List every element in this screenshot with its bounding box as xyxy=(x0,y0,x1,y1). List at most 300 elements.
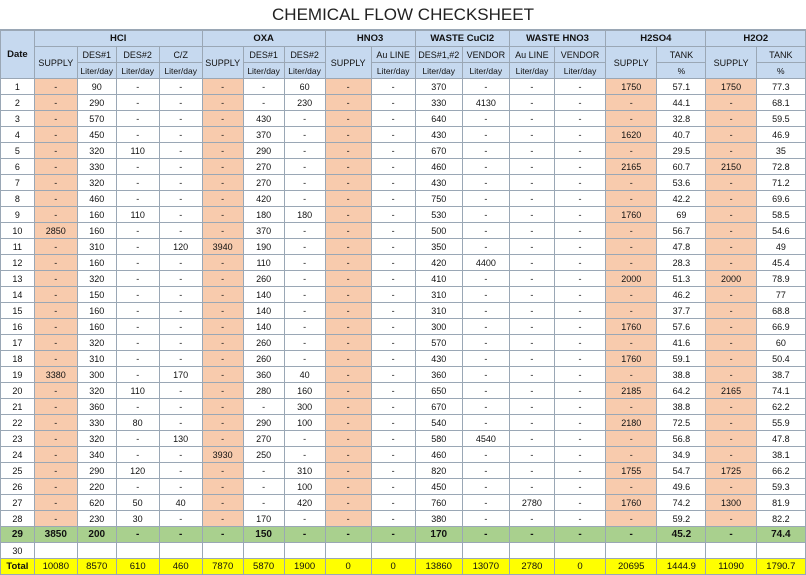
table-cell: - xyxy=(34,239,77,255)
table-cell: - xyxy=(462,303,509,319)
subheader-cell: DES#2 xyxy=(116,47,159,63)
table-cell: - xyxy=(509,159,554,175)
table-cell: - xyxy=(34,479,77,495)
table-cell: - xyxy=(462,479,509,495)
table-cell: 60 xyxy=(756,335,805,351)
table-cell: - xyxy=(606,303,657,319)
table-cell: - xyxy=(116,191,159,207)
sheet-title: CHEMICAL FLOW CHECKSHEET xyxy=(0,0,806,30)
table-cell: 8570 xyxy=(77,559,116,575)
table-cell: 5870 xyxy=(243,559,284,575)
table-cell: - xyxy=(116,335,159,351)
table-cell: - xyxy=(371,319,415,335)
table-cell: 310 xyxy=(415,287,462,303)
table-cell: 310 xyxy=(415,303,462,319)
table-cell: 68.8 xyxy=(756,303,805,319)
table-cell: - xyxy=(462,335,509,351)
table-cell: - xyxy=(34,95,77,111)
date-header: Date xyxy=(1,31,35,79)
date-cell: 18 xyxy=(1,351,35,367)
table-cell xyxy=(202,543,243,559)
group-header-hno3: HNO3 xyxy=(325,31,415,47)
table-cell: 41.6 xyxy=(657,335,706,351)
table-cell: 140 xyxy=(243,319,284,335)
table-cell: 80 xyxy=(116,415,159,431)
table-row xyxy=(1,159,806,175)
table-cell: 330 xyxy=(415,95,462,111)
table-cell xyxy=(554,543,605,559)
table-cell: 4540 xyxy=(462,431,509,447)
date-cell: 29 xyxy=(1,527,35,543)
table-cell: - xyxy=(116,79,159,95)
table-cell: - xyxy=(325,143,371,159)
table-cell: 430 xyxy=(415,351,462,367)
table-cell: - xyxy=(554,95,605,111)
table-cell: - xyxy=(159,447,202,463)
unit-cell: Liter/day xyxy=(462,63,509,79)
table-cell xyxy=(606,543,657,559)
table-cell: - xyxy=(159,399,202,415)
table-cell: 300 xyxy=(415,319,462,335)
table-cell: 610 xyxy=(116,559,159,575)
table-row xyxy=(1,207,806,223)
table-cell: 160 xyxy=(77,207,116,223)
table-cell: - xyxy=(371,95,415,111)
table-cell: - xyxy=(606,527,657,543)
table-cell: 59.2 xyxy=(657,511,706,527)
table-cell: - xyxy=(325,479,371,495)
table-cell: 430 xyxy=(243,111,284,127)
table-cell: - xyxy=(325,383,371,399)
table-cell: - xyxy=(554,79,605,95)
table-cell: - xyxy=(116,95,159,111)
subheader-cell: TANK xyxy=(657,47,706,63)
table-cell: - xyxy=(706,175,756,191)
date-cell: 28 xyxy=(1,511,35,527)
table-cell: - xyxy=(371,287,415,303)
table-cell: 110 xyxy=(116,207,159,223)
date-cell: 10 xyxy=(1,223,35,239)
table-cell: - xyxy=(509,399,554,415)
table-cell: 34.9 xyxy=(657,447,706,463)
table-cell: - xyxy=(159,383,202,399)
table-cell: - xyxy=(34,495,77,511)
table-cell: 640 xyxy=(415,111,462,127)
table-cell: - xyxy=(284,335,325,351)
table-cell: - xyxy=(116,271,159,287)
table-cell: 60.7 xyxy=(657,159,706,175)
table-cell: - xyxy=(371,207,415,223)
table-cell: - xyxy=(509,415,554,431)
table-cell: 35 xyxy=(756,143,805,159)
table-cell: 150 xyxy=(243,527,284,543)
table-cell: 57.6 xyxy=(657,319,706,335)
table-cell: - xyxy=(34,207,77,223)
table-cell: 32.8 xyxy=(657,111,706,127)
table-cell: - xyxy=(284,431,325,447)
table-cell: 580 xyxy=(415,431,462,447)
table-cell: - xyxy=(706,415,756,431)
table-cell: - xyxy=(159,191,202,207)
table-cell: - xyxy=(554,399,605,415)
table-cell: - xyxy=(554,287,605,303)
subheader-row xyxy=(1,47,806,63)
table-cell: - xyxy=(159,335,202,351)
table-cell: - xyxy=(606,367,657,383)
table-cell: 3380 xyxy=(34,367,77,383)
table-cell: - xyxy=(554,511,605,527)
table-cell: - xyxy=(606,223,657,239)
table-cell: 60 xyxy=(284,79,325,95)
table-cell: - xyxy=(371,303,415,319)
table-cell: - xyxy=(371,127,415,143)
date-cell: Total xyxy=(1,559,35,575)
table-cell: - xyxy=(325,191,371,207)
table-cell: - xyxy=(554,383,605,399)
table-cell: - xyxy=(325,271,371,287)
table-cell: - xyxy=(509,287,554,303)
table-cell: - xyxy=(116,367,159,383)
table-cell: - xyxy=(509,271,554,287)
table-cell: - xyxy=(159,223,202,239)
table-cell: 64.2 xyxy=(657,383,706,399)
table-cell: - xyxy=(284,127,325,143)
table-cell: - xyxy=(325,319,371,335)
table-cell: 100 xyxy=(284,415,325,431)
table-cell: 150 xyxy=(77,287,116,303)
table-cell: - xyxy=(116,431,159,447)
table-cell: - xyxy=(462,447,509,463)
unit-cell: Liter/day xyxy=(554,63,605,79)
table-cell: - xyxy=(554,223,605,239)
table-cell: - xyxy=(606,399,657,415)
date-cell: 4 xyxy=(1,127,35,143)
table-cell: 82.2 xyxy=(756,511,805,527)
table-cell: 38.8 xyxy=(657,367,706,383)
table-cell: - xyxy=(284,111,325,127)
table-cell: - xyxy=(509,239,554,255)
table-cell: - xyxy=(284,159,325,175)
group-header-h2so4: H2SO4 xyxy=(606,31,706,47)
table-cell: 20695 xyxy=(606,559,657,575)
table-cell: 1444.9 xyxy=(657,559,706,575)
table-cell: - xyxy=(284,223,325,239)
table-row xyxy=(1,287,806,303)
table-cell: 37.7 xyxy=(657,303,706,319)
table-cell: 330 xyxy=(77,415,116,431)
table-row xyxy=(1,79,806,95)
table-cell: 820 xyxy=(415,463,462,479)
subheader-cell: SUPPLY xyxy=(606,47,657,79)
group-header-hcl: HCl xyxy=(34,31,202,47)
table-cell xyxy=(159,543,202,559)
table-cell: - xyxy=(325,255,371,271)
table-cell: - xyxy=(325,415,371,431)
table-cell: - xyxy=(706,207,756,223)
table-cell: - xyxy=(706,255,756,271)
table-cell: - xyxy=(371,79,415,95)
table-cell: 74.4 xyxy=(756,527,805,543)
table-cell: - xyxy=(509,127,554,143)
table-cell: - xyxy=(462,143,509,159)
table-cell: - xyxy=(202,255,243,271)
table-cell: - xyxy=(202,367,243,383)
table-cell: - xyxy=(34,335,77,351)
table-cell: - xyxy=(554,431,605,447)
table-cell: 320 xyxy=(77,383,116,399)
table-cell: 50.4 xyxy=(756,351,805,367)
table-cell: - xyxy=(34,79,77,95)
table-cell: 55.9 xyxy=(756,415,805,431)
table-cell: 1760 xyxy=(606,319,657,335)
table-cell: - xyxy=(159,479,202,495)
table-cell: - xyxy=(243,495,284,511)
table-cell: 13860 xyxy=(415,559,462,575)
table-cell: - xyxy=(325,447,371,463)
table-cell xyxy=(371,543,415,559)
date-cell: 1 xyxy=(1,79,35,95)
table-cell: - xyxy=(371,399,415,415)
table-cell: - xyxy=(509,255,554,271)
table-cell: - xyxy=(371,223,415,239)
table-cell: - xyxy=(284,175,325,191)
table-cell: - xyxy=(325,239,371,255)
table-cell: 430 xyxy=(415,175,462,191)
table-row xyxy=(1,527,806,543)
table-cell: 460 xyxy=(415,447,462,463)
table-cell: 74.2 xyxy=(657,495,706,511)
table-cell: - xyxy=(509,143,554,159)
date-cell: 5 xyxy=(1,143,35,159)
table-cell: - xyxy=(462,319,509,335)
date-cell: 12 xyxy=(1,255,35,271)
table-cell: - xyxy=(34,191,77,207)
table-cell: - xyxy=(371,143,415,159)
group-header-row xyxy=(1,31,806,47)
date-cell: 16 xyxy=(1,319,35,335)
subheader-cell: VENDOR xyxy=(554,47,605,63)
table-cell: 46.2 xyxy=(657,287,706,303)
table-cell: - xyxy=(462,527,509,543)
table-cell: - xyxy=(159,415,202,431)
table-cell: - xyxy=(325,127,371,143)
table-cell: - xyxy=(116,175,159,191)
table-cell: - xyxy=(325,303,371,319)
table-cell: 160 xyxy=(77,223,116,239)
table-cell: - xyxy=(325,351,371,367)
group-header-h2o2: H2O2 xyxy=(706,31,806,47)
table-cell: 120 xyxy=(116,463,159,479)
table-cell: - xyxy=(371,447,415,463)
table-cell: - xyxy=(284,255,325,271)
table-cell: 230 xyxy=(284,95,325,111)
table-cell: 110 xyxy=(116,143,159,159)
table-cell: 7870 xyxy=(202,559,243,575)
table-row xyxy=(1,463,806,479)
table-cell: - xyxy=(202,303,243,319)
table-cell: - xyxy=(34,127,77,143)
table-cell: - xyxy=(554,207,605,223)
subheader-cell: TANK xyxy=(756,47,805,63)
table-cell: 1900 xyxy=(284,559,325,575)
subheader-cell: Au LINE xyxy=(371,47,415,63)
table-row xyxy=(1,271,806,287)
table-cell: 530 xyxy=(415,207,462,223)
subheader-cell: Au LINE xyxy=(509,47,554,63)
table-cell: - xyxy=(159,143,202,159)
table-cell: 3930 xyxy=(202,447,243,463)
table-cell: 2780 xyxy=(509,559,554,575)
group-header-waste-cucl2: WASTE CuCl2 xyxy=(415,31,509,47)
table-cell: - xyxy=(371,511,415,527)
table-row xyxy=(1,479,806,495)
table-cell: - xyxy=(606,479,657,495)
table-cell: 430 xyxy=(415,127,462,143)
table-cell: 10080 xyxy=(34,559,77,575)
date-cell: 21 xyxy=(1,399,35,415)
table-cell: 47.8 xyxy=(756,431,805,447)
unit-cell: Liter/day xyxy=(243,63,284,79)
table-cell: - xyxy=(34,511,77,527)
table-cell: 4130 xyxy=(462,95,509,111)
table-cell: - xyxy=(284,303,325,319)
table-cell: - xyxy=(554,495,605,511)
table-cell: 370 xyxy=(243,223,284,239)
table-cell: - xyxy=(554,143,605,159)
table-cell: - xyxy=(159,255,202,271)
table-cell: - xyxy=(554,239,605,255)
table-cell: - xyxy=(34,319,77,335)
subheader-cell: SUPPLY xyxy=(202,47,243,79)
table-cell: - xyxy=(554,447,605,463)
table-cell: - xyxy=(371,239,415,255)
table-cell: - xyxy=(706,303,756,319)
table-cell: - xyxy=(371,431,415,447)
table-cell: - xyxy=(371,159,415,175)
table-cell: - xyxy=(284,319,325,335)
date-cell: 26 xyxy=(1,479,35,495)
table-cell: 420 xyxy=(284,495,325,511)
table-cell: - xyxy=(325,431,371,447)
table-cell: - xyxy=(116,127,159,143)
date-cell: 30 xyxy=(1,543,35,559)
table-cell: - xyxy=(706,511,756,527)
table-cell: 1790.7 xyxy=(756,559,805,575)
table-cell: - xyxy=(116,223,159,239)
table-cell: - xyxy=(509,447,554,463)
unit-cell: Liter/day xyxy=(371,63,415,79)
table-cell: - xyxy=(116,255,159,271)
table-cell: - xyxy=(462,127,509,143)
table-cell: - xyxy=(554,479,605,495)
table-cell: 650 xyxy=(415,383,462,399)
table-cell: - xyxy=(116,351,159,367)
table-cell: 78.9 xyxy=(756,271,805,287)
subheader-cell: VENDOR xyxy=(462,47,509,63)
table-cell: - xyxy=(34,383,77,399)
unit-cell: Liter/day xyxy=(284,63,325,79)
table-cell: 28.3 xyxy=(657,255,706,271)
table-cell: 62.2 xyxy=(756,399,805,415)
table-cell: - xyxy=(371,415,415,431)
table-cell: - xyxy=(34,271,77,287)
table-cell: 3850 xyxy=(34,527,77,543)
table-row xyxy=(1,175,806,191)
table-cell: 290 xyxy=(77,463,116,479)
table-cell: - xyxy=(159,207,202,223)
date-cell: 8 xyxy=(1,191,35,207)
table-cell: - xyxy=(34,175,77,191)
date-cell: 19 xyxy=(1,367,35,383)
table-cell: - xyxy=(159,95,202,111)
unit-cell: Liter/day xyxy=(509,63,554,79)
table-cell: - xyxy=(325,335,371,351)
table-cell: - xyxy=(325,495,371,511)
table-cell: 300 xyxy=(284,399,325,415)
table-cell: - xyxy=(243,463,284,479)
unit-cell: Liter/day xyxy=(159,63,202,79)
unit-cell: % xyxy=(657,63,706,79)
table-cell: 260 xyxy=(243,351,284,367)
table-cell: - xyxy=(284,271,325,287)
table-cell: - xyxy=(706,95,756,111)
table-cell: - xyxy=(554,527,605,543)
date-cell: 23 xyxy=(1,431,35,447)
table-cell: 130 xyxy=(159,431,202,447)
table-cell: - xyxy=(371,175,415,191)
table-cell: 290 xyxy=(243,143,284,159)
table-cell: - xyxy=(706,527,756,543)
table-cell: 330 xyxy=(77,159,116,175)
table-cell: - xyxy=(159,159,202,175)
table-cell xyxy=(509,543,554,559)
date-cell: 22 xyxy=(1,415,35,431)
table-cell: - xyxy=(371,255,415,271)
table-row xyxy=(1,495,806,511)
table-cell: - xyxy=(606,511,657,527)
table-cell: - xyxy=(554,127,605,143)
table-cell: - xyxy=(509,367,554,383)
table-cell: - xyxy=(706,143,756,159)
table-cell: 260 xyxy=(243,335,284,351)
table-cell: - xyxy=(462,79,509,95)
table-cell: - xyxy=(509,463,554,479)
table-cell: - xyxy=(325,175,371,191)
table-cell: - xyxy=(706,287,756,303)
date-cell: 15 xyxy=(1,303,35,319)
table-cell: - xyxy=(202,383,243,399)
table-cell: - xyxy=(554,415,605,431)
table-cell: - xyxy=(554,255,605,271)
table-cell: - xyxy=(284,143,325,159)
table-row xyxy=(1,543,806,559)
table-cell: 290 xyxy=(77,95,116,111)
table-cell: 2165 xyxy=(706,383,756,399)
group-header-waste-hno3: WASTE HNO3 xyxy=(509,31,605,47)
table-cell: - xyxy=(509,479,554,495)
table-cell: 2000 xyxy=(606,271,657,287)
table-cell: - xyxy=(462,223,509,239)
table-cell: 45.4 xyxy=(756,255,805,271)
table-cell: - xyxy=(325,287,371,303)
table-cell: 58.5 xyxy=(756,207,805,223)
table-cell xyxy=(243,543,284,559)
table-cell xyxy=(77,543,116,559)
table-cell: 44.1 xyxy=(657,95,706,111)
table-cell: - xyxy=(462,511,509,527)
table-cell: - xyxy=(202,511,243,527)
table-cell: 540 xyxy=(415,415,462,431)
